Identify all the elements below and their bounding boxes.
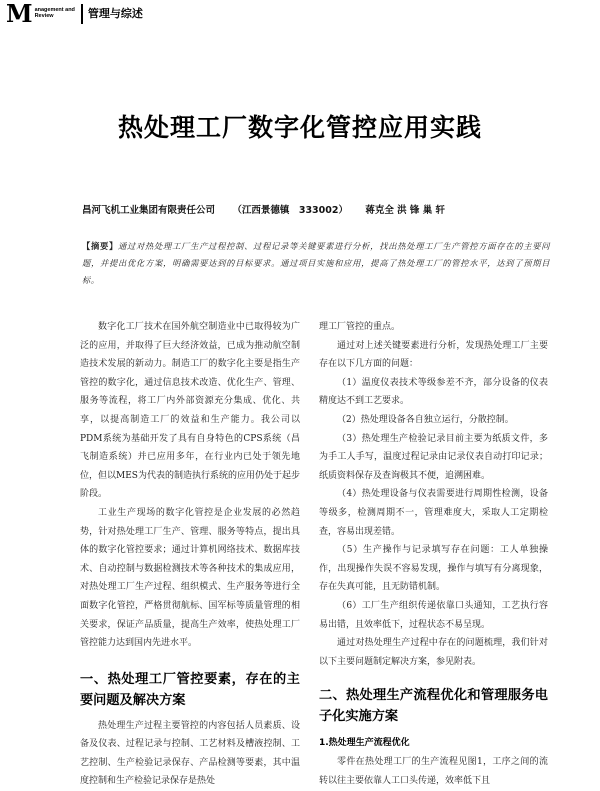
abstract-label: 【摘要】 [82, 241, 119, 251]
list-item: （6）工厂生产组织传递依靠口头通知，工艺执行容易出错，且效率低下，过程状态不易呈现。 [319, 600, 548, 630]
journal-header [6, 0, 143, 28]
journal-logo-words [35, 7, 75, 19]
list-item: （4）热处理设备与仪表需要进行周期性检测，设备等级多，检测周期不一，管理难度大，采取人工定期检查，容易出现差错。 [319, 489, 548, 537]
paragraph: 工业生产现场的数字化管控是企业发展的必然趋势，针对热处理工厂生产、管理、服务等特点，提出具体的数字化管控要求；通过计算机网络技术、数据库技术、自动控制与数据检测技术等各种技术的集成应用，对热处理工厂生产过程、组织模式、生产服务等进行全面数字化管控，严格贯彻航标、国军标等质量管理的相关要求，保证产品质量，提高生产效率，使热处理工厂管控能力达到国内先进水平。 [80, 507, 300, 649]
paragraph: 热处理生产过程主要管控的内容包括人员素质、设备及仪表、过程记录与控制、工艺材料及槽液控制、工艺控制、生产检验记录保存、产品检测等要素，其中温度控制和生产检验记录保存是热处 [80, 720, 300, 787]
affiliation: 昌河飞机工业集团有限责任公司 [82, 205, 216, 216]
abstract [82, 238, 550, 289]
journal-logo-word-2: Review [34, 13, 54, 19]
paragraph: 理工厂管控的重点。 [319, 322, 401, 332]
journal-logo-letter: M [6, 0, 33, 28]
paragraph: 零件在热处理工厂的生产流程见图1，工序之间的流转以往主要依靠人工口头传递，效率低下且 [319, 757, 548, 786]
paragraph: 通过对上述关键要素进行分析，发现热处理工厂主要存在以下几方面的问题： [319, 340, 548, 370]
section-name: 管理与综述 [87, 7, 143, 20]
header-divider [81, 4, 83, 24]
list-item: （5）生产操作与记录填写存在问题：工人单独操作，出现操作失误不容易发现，操作与填写有分离现象，存在失真可能，且无防错机制。 [319, 545, 548, 593]
list-item: （2）热处理设备各自独立运行，分散控制。 [337, 414, 514, 425]
paragraph: 数字化工厂技术在国外航空制造业中已取得较为广泛的应用，并取得了巨大经济效益，已成为推动航空制造技术发展的新动力。制造工厂的数字化主要是指生产管控的数字化，通过信息技术改造、优化生产、管理、服务等流程，将工厂内外部资源充分集成、优化、共享，以提高制造工厂的效益和生产能力。我公司以PDM系统为基础开发了具有自身特色的CPS系统（昌飞制造系统）并已应用多年，在行业内已处于领先地位，但以MES为代表的制造执行系统的应用仍处于起步阶段。 [80, 322, 300, 500]
author-line [82, 204, 582, 218]
section-heading-1: 一、热处理工厂管控要素，存在的主要问题及解决方案 [80, 671, 300, 708]
abstract-text: 通过对热处理工厂生产过程控制、过程记录等关键要素进行分析，找出热处理工厂生产管控方面存在的主要问题，并提出优化方案，明确需要达到的目标要求。通过项目实施和应用，提高了热处理工厂的管控水平，达到了预期目标。 [82, 241, 550, 285]
section-heading-2: 二、热处理生产流程优化和管理服务电子化实施方案 [319, 688, 548, 725]
paragraph: 通过对热处理生产过程中存在的问题梳理，我们针对以下主要问题制定解决方案，参见附表。 [319, 638, 548, 667]
list-item: （1）温度仪表技术等级参差不齐，部分设备的仪表精度达不到工艺要求。 [319, 377, 548, 407]
subsection-heading: 1.热处理生产流程优化 [319, 738, 410, 749]
author-names: 蒋克全 洪 锋 巢 轩 [365, 205, 446, 216]
address: （江西景德镇 333002） [232, 205, 348, 216]
right-column [319, 318, 548, 790]
list-item: （3）热处理生产检验记录目前主要为纸质文件，多为手工人手写，温度过程记录由记录仪表自动打印记录；纸质资料保存及查询极其不便，追溯困难。 [319, 433, 548, 481]
article-title: 热处理工厂数字化管控应用实践 [117, 113, 482, 142]
journal-logo-word-1: anagement and [34, 7, 75, 13]
left-column [80, 318, 300, 791]
